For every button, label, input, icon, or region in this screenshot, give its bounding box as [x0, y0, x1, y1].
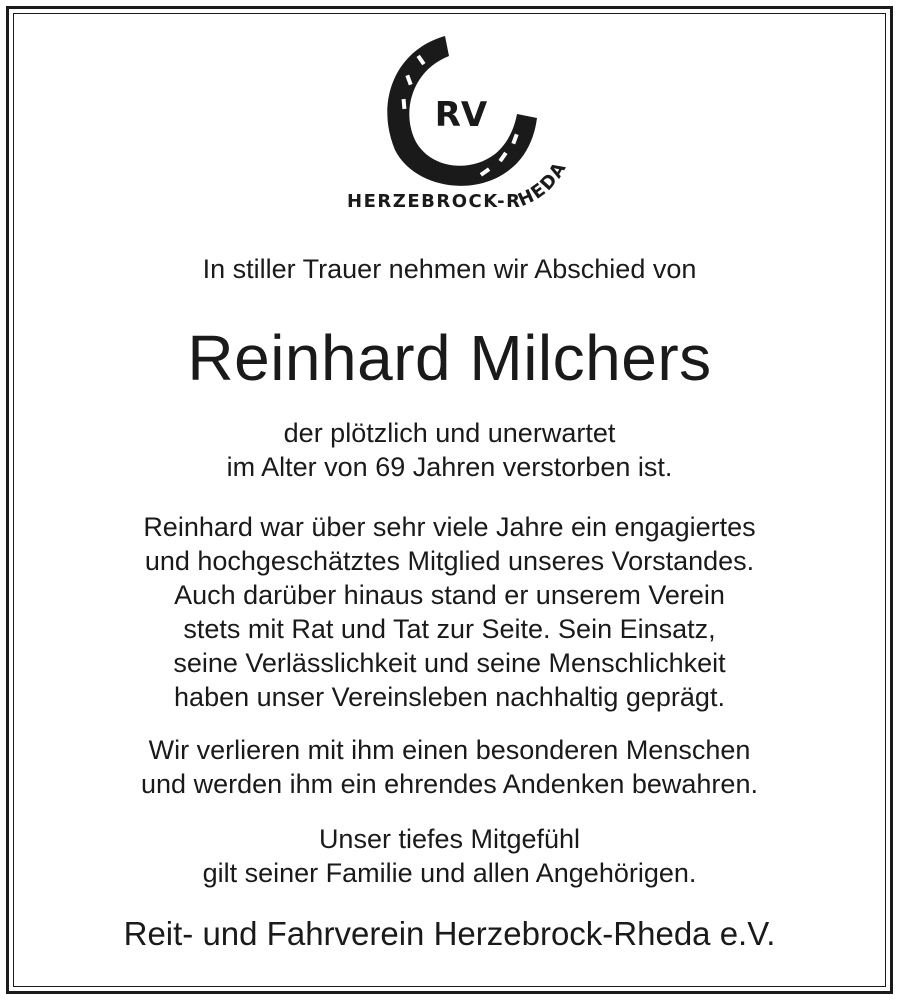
intro-text: In stiller Trauer nehmen wir Abschied von: [202, 254, 697, 284]
death-notice: [0, 416, 899, 484]
tribute-line: stets mit Rat und Tat zur Seite. Sein Einsatz,: [183, 614, 716, 644]
tribute-line: haben unser Vereinsleben nachhaltig geprägt.: [174, 682, 725, 712]
condolence-paragraph: [0, 822, 899, 890]
signature: Reit- und Fahrverein Herzebrock-Rheda e.V.: [123, 915, 776, 952]
remembrance-paragraph: [0, 733, 899, 801]
condolence-line: gilt seiner Familie und allen Angehörigen.: [202, 858, 697, 888]
tribute-line: und hochgeschätztes Mitglied unseres Vorstandes.: [144, 546, 755, 576]
death-notice-line: im Alter von 69 Jahren verstorben ist.: [226, 452, 673, 482]
tribute-line: seine Verlässlichkeit und seine Menschlichkeit: [173, 648, 726, 678]
remembrance-line: Wir verlieren mit ihm einen besonderen Menschen: [148, 735, 751, 765]
club-logo: [333, 22, 583, 232]
death-notice-line: der plötzlich und unerwartet: [283, 418, 616, 448]
condolence-line: Unser tiefes Mitgefühl: [318, 824, 581, 854]
logo-letters: RV: [434, 95, 488, 135]
tribute-line: Reinhard war über sehr viele Jahre ein engagiertes: [143, 512, 756, 542]
logo-arc-text: HERZEBROCK-RHEDA: [347, 157, 572, 212]
deceased-name: Reinhard Milchers: [187, 322, 712, 394]
tribute-line: Auch darüber hinaus stand er unserem Verein: [174, 580, 725, 610]
remembrance-line: und werden ihm ein ehrendes Andenken bewahren.: [141, 769, 758, 799]
tribute-paragraph: [0, 510, 899, 714]
